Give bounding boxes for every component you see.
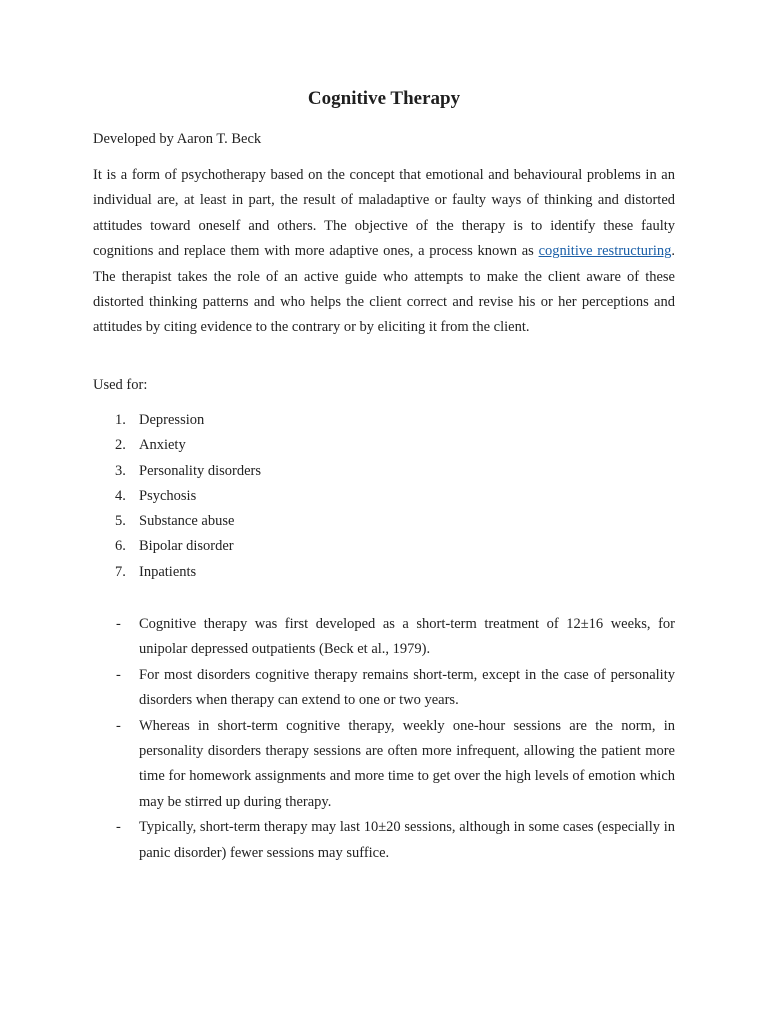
list-item-text: Bipolar disorder [139, 538, 234, 555]
list-item [93, 510, 675, 535]
list-item-number: 6. [115, 538, 126, 555]
list-item [93, 434, 675, 459]
list-item-number: 2. [115, 437, 126, 454]
list-item [93, 535, 675, 560]
list-item-text: Inpatients [139, 563, 197, 580]
intro-text-before-link: It is a form of psychotherapy based on the concept that emotional and behavioural problems in an individual are, at least in part, the result of maladaptive or faulty ways of thinking and distorted attitudes toward oneself and others. The objective of the therapy is to identify these faulty cognitions and replace them with more adaptive ones, a process known as [93, 167, 675, 260]
page-title: Cognitive Therapy [307, 88, 461, 109]
list-item-text: Substance abuse [139, 513, 235, 530]
list-item [93, 485, 675, 510]
list-item [93, 561, 675, 586]
used-for-label: Used for: [93, 377, 148, 393]
list-item-text: Personality disorders [139, 462, 262, 479]
note-text: Cognitive therapy was first developed as a short-term treatment of 12±16 weeks, for unipolar depressed outpatients (Beck et al., 1979). [139, 616, 675, 658]
intro-paragraph [93, 163, 675, 341]
list-item-text: Psychosis [139, 487, 197, 504]
note-item [93, 612, 675, 663]
dash-bullet: - [116, 616, 121, 632]
used-for-list [93, 409, 675, 586]
list-item-number: 3. [115, 462, 126, 479]
note-item [93, 663, 675, 714]
notes-list [93, 612, 675, 866]
note-item [93, 714, 675, 816]
dash-bullet: - [116, 819, 121, 836]
note-text: Whereas in short-term cognitive therapy, weekly one-hour sessions are the norm, in personality disorders therapy sessions are often more infrequent, allowing the patient more time for homework assignments and more time to get over the high levels of emotion which may be stirred up during therapy. [139, 717, 675, 810]
list-item-text: Depression [139, 412, 205, 428]
list-item-number: 1. [115, 412, 126, 428]
note-item [93, 815, 675, 866]
dash-bullet: - [116, 666, 121, 683]
list-item [93, 460, 675, 485]
intro-text-after-link: . The therapist takes the role of an active guide who attempts to make the client aware of these distorted thinking patterns and who helps the client correct and revise his or her perceptions and attitudes by citing evidence to the contrary or by eliciting it from the client. [93, 243, 675, 336]
note-text: For most disorders cognitive therapy remains short-term, except in the case of personality disorders when therapy can extend to one or two years. [139, 666, 675, 709]
list-item [93, 409, 675, 434]
list-item-number: 5. [115, 513, 126, 530]
list-item-text: Anxiety [139, 437, 186, 454]
cognitive-restructuring-link[interactable]: cognitive restructuring [538, 243, 672, 260]
list-item-number: 4. [115, 487, 126, 504]
list-item-number: 7. [115, 563, 126, 580]
author-line: Developed by Aaron T. Beck [93, 131, 262, 147]
dash-bullet: - [116, 717, 121, 734]
note-text: Typically, short-term therapy may last 10±20 sessions, although in some cases (especially in panic disorder) fewer sessions may suffice. [139, 819, 675, 861]
